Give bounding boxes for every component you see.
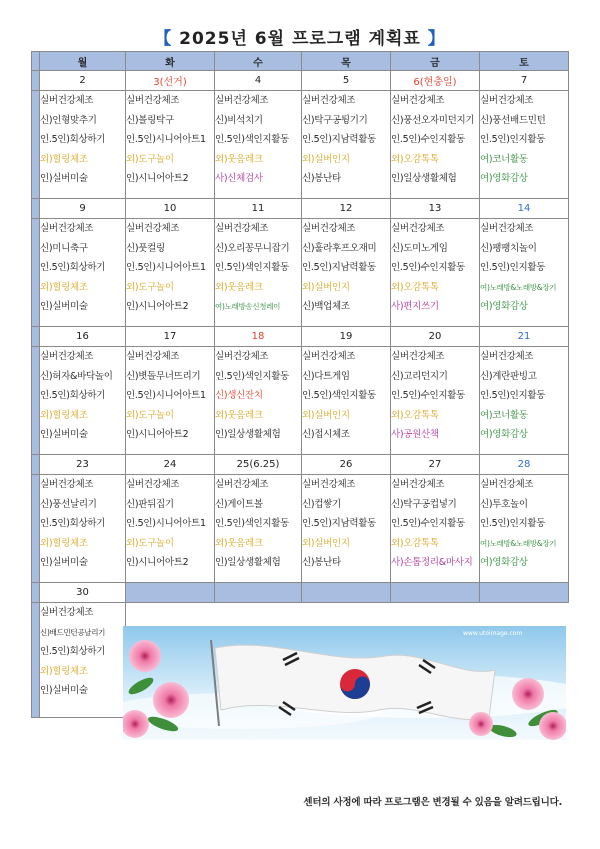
program-item: 외)힐링체조	[40, 153, 88, 165]
program-item: 인.5인)색인지활동	[215, 518, 290, 529]
date-cell: 3(선거)	[126, 71, 215, 91]
row-gutter	[32, 583, 40, 603]
program-item: 외)웃음레크	[215, 281, 263, 293]
day-program-cell	[215, 91, 302, 199]
program-item: 인.5인)수인지활동	[391, 262, 466, 273]
date-cell: 2	[40, 71, 126, 91]
program-item: 외)도구놀이	[126, 153, 174, 165]
program-item: 인.5인)수인지활동	[391, 518, 466, 529]
program-item: 실버건강체조	[391, 351, 445, 362]
program-item: 외)웃음레크	[215, 409, 263, 421]
program-item: 인.5인)시니어아트1	[126, 134, 206, 145]
row-gutter	[32, 347, 40, 455]
date-cell: 12	[302, 199, 391, 219]
day-header: 목	[302, 52, 391, 71]
day-program-cell	[126, 475, 215, 583]
program-item: 인.5인)인지활동	[480, 262, 546, 273]
day-program-cell	[40, 347, 126, 455]
program-item: 신)컵쌓기	[302, 498, 341, 510]
date-cell: 5	[302, 71, 391, 91]
program-item: 실버건강체조	[40, 95, 94, 106]
program-item: 인.5인)회상하기	[40, 134, 106, 145]
program-item: 인.5인)색인지활동	[302, 390, 377, 401]
program-item: 실버건강체조	[480, 95, 534, 106]
program-item: 인.5인)지남력활동	[302, 518, 377, 529]
day-program-cell	[215, 475, 302, 583]
page-title	[0, 24, 600, 49]
day-program-cell	[302, 475, 391, 583]
program-item: 여)영화감상	[480, 557, 528, 568]
program-item: 외)힐링체조	[40, 665, 88, 677]
date-cell: 27	[391, 455, 480, 475]
program-item: 인.5인)수인지활동	[391, 390, 466, 401]
date-cell: 18	[215, 327, 302, 347]
program-item: 신)도미노게임	[391, 242, 448, 254]
date-cell: 16	[40, 327, 126, 347]
date-cell: 17	[126, 327, 215, 347]
date-cell	[480, 583, 569, 603]
date-cell: 25(6.25)	[215, 455, 302, 475]
date-cell: 13	[391, 199, 480, 219]
program-item: 실버건강체조	[215, 351, 269, 362]
date-cell: 26	[302, 455, 391, 475]
program-item: 외)웃음레크	[215, 537, 263, 549]
day-program-cell	[480, 347, 569, 455]
date-cell	[215, 583, 302, 603]
program-item: 실버건강체조	[391, 223, 445, 234]
program-item: 실버건강체조	[126, 479, 180, 490]
row-gutter	[32, 219, 40, 327]
program-item: 여)코너활동	[480, 409, 528, 421]
program-item: 인.5인)회상하기	[40, 262, 106, 273]
program-item: 실버건강체조	[215, 223, 269, 234]
day-program-cell	[302, 91, 391, 199]
program-item: 실버건강체조	[126, 223, 180, 234]
day-program-cell	[391, 475, 480, 583]
program-item: 인.5인)색인지활동	[215, 134, 290, 145]
program-item: 실버건강체조	[391, 479, 445, 490]
program-item: 신)봉난타	[302, 557, 341, 568]
program-item: 실버건강체조	[215, 479, 269, 490]
program-item: 인.5인)회상하기	[40, 646, 106, 657]
program-item: 사)손톱정리&마사지	[391, 557, 473, 568]
program-item: 인.5인)시니어아트1	[126, 518, 206, 529]
program-item: 실버건강체조	[302, 223, 356, 234]
header-gutter	[32, 52, 40, 71]
program-item: 인)시니어아트2	[126, 557, 189, 568]
program-item: 외)오감톡톡	[391, 281, 439, 293]
day-program-cell	[126, 91, 215, 199]
title-bracket-open: 【	[154, 29, 173, 49]
row-gutter	[32, 327, 40, 347]
program-item: 인)일상생활체험	[215, 557, 281, 568]
date-cell: 14	[480, 199, 569, 219]
program-item: 신)백업체조	[302, 301, 350, 312]
program-item: 신)봉난타	[302, 173, 341, 184]
program-item: 인.5인)색인지활동	[215, 370, 290, 382]
program-item: 신)볼링탁구	[126, 114, 174, 126]
day-program-cell	[391, 219, 480, 327]
program-item: 인)일상생활체험	[391, 173, 457, 184]
row-gutter	[32, 199, 40, 219]
program-item: 인.5인)지남력활동	[302, 262, 377, 273]
program-item: 실버건강체조	[391, 95, 445, 106]
program-calendar	[31, 51, 569, 718]
program-item: 실버건강체조	[480, 351, 534, 362]
date-cell: 10	[126, 199, 215, 219]
program-item: 신)고리던지기	[391, 370, 448, 382]
day-program-cell	[391, 91, 480, 199]
program-item: 외)오감톡톡	[391, 409, 439, 421]
program-item: 신)게이트볼	[215, 498, 263, 510]
program-item: 여)노래방송신청레이	[215, 302, 281, 311]
program-item: 신)오리꽁무니잡기	[215, 242, 290, 254]
program-item: 신)접시체조	[302, 429, 350, 440]
program-item: 실버건강체조	[40, 223, 94, 234]
program-item: 인)실버미술	[40, 301, 88, 312]
program-item: 외)실버인지	[302, 153, 350, 165]
program-item: 외)실버인지	[302, 537, 350, 549]
program-item: 사)공원산책	[391, 429, 439, 440]
program-item: 실버건강체조	[480, 223, 534, 234]
row-gutter	[32, 455, 40, 475]
program-item: 여)영화감상	[480, 429, 528, 440]
row-gutter	[32, 71, 40, 91]
program-item: 사)편지쓰기	[391, 301, 439, 312]
program-item: 인)시니어아트2	[126, 429, 189, 440]
day-header: 월	[40, 52, 126, 71]
image-url-text: www.utoimage.com	[463, 630, 523, 637]
program-item: 여)노래방&노래방&장기	[480, 282, 557, 292]
program-item: 인)시니어아트2	[126, 173, 189, 184]
date-cell: 24	[126, 455, 215, 475]
program-item: 인.5인)회상하기	[40, 518, 106, 529]
date-cell	[302, 583, 391, 603]
program-item: 인)일상생활체험	[215, 429, 281, 440]
program-item: 신)배드민턴공날리기	[40, 627, 106, 637]
program-item: 외)도구놀이	[126, 537, 174, 549]
program-item: 외)오감톡톡	[391, 537, 439, 549]
program-item: 여)노래방&노래방&장기	[480, 538, 557, 548]
date-cell: 4	[215, 71, 302, 91]
day-program-cell	[40, 475, 126, 583]
day-program-cell	[40, 91, 126, 199]
title-bracket-close: 】	[427, 29, 446, 49]
day-program-cell	[480, 91, 569, 199]
program-item: 실버건강체조	[126, 95, 180, 106]
program-item: 여)영화감상	[480, 173, 528, 184]
program-item: 인.5인)시니어아트1	[126, 262, 206, 273]
program-item: 실버건강체조	[215, 95, 269, 106]
date-cell: 30	[40, 583, 126, 603]
date-cell: 28	[480, 455, 569, 475]
program-item: 실버건강체조	[302, 351, 356, 362]
date-cell: 9	[40, 199, 126, 219]
program-item: 인)실버미술	[40, 557, 88, 568]
date-cell: 19	[302, 327, 391, 347]
footer-notice: 센터의 사정에 따라 프로그램은 변경될 수 있음을 알려드립니다.	[303, 797, 562, 808]
row-gutter	[32, 475, 40, 583]
program-item: 인)실버미술	[40, 173, 88, 184]
program-item: 신)풍선배드민턴	[480, 114, 546, 126]
day-program-cell	[302, 219, 391, 327]
date-cell	[391, 583, 480, 603]
program-item: 외)힐링체조	[40, 281, 88, 293]
day-program-cell	[40, 603, 126, 718]
program-item: 신)풍선날리기	[40, 498, 97, 510]
program-item: 인.5인)인지활동	[480, 390, 546, 401]
program-item: 신)탁구공컵넣기	[391, 498, 457, 510]
day-program-cell	[215, 347, 302, 455]
korean-flag-flowers-image	[123, 626, 566, 740]
date-cell: 23	[40, 455, 126, 475]
program-item: 실버건강체조	[40, 479, 94, 490]
program-item: 외)실버인지	[302, 409, 350, 421]
program-item: 인.5인)시니어아트1	[126, 390, 206, 401]
day-program-cell	[40, 219, 126, 327]
program-item: 인.5인)색인지활동	[215, 262, 290, 273]
program-item: 인.5인)인지활동	[480, 518, 546, 529]
program-item: 외)웃음레크	[215, 153, 263, 165]
date-cell: 6(현충일)	[391, 71, 480, 91]
day-program-cell	[126, 347, 215, 455]
row-gutter	[32, 91, 40, 199]
day-header: 토	[480, 52, 569, 71]
date-cell: 21	[480, 327, 569, 347]
program-item: 인.5인)인지활동	[480, 134, 546, 145]
date-cell: 20	[391, 327, 480, 347]
program-item: 신)계란판빙고	[480, 370, 537, 382]
day-program-cell	[391, 347, 480, 455]
program-item: 실버건강체조	[40, 607, 94, 618]
program-item: 실버건강체조	[40, 351, 94, 362]
day-program-cell	[480, 219, 569, 327]
program-item: 신)탁구공튕기기	[302, 114, 368, 126]
program-item: 신)풍선오자미던지기	[391, 114, 475, 126]
program-item: 신)허자&바닥놀이	[40, 370, 113, 382]
program-item: 외)도구놀이	[126, 281, 174, 293]
program-item: 외)힐링체조	[40, 409, 88, 421]
day-header: 수	[215, 52, 302, 71]
date-cell: 7	[480, 71, 569, 91]
program-item: 인)실버미술	[40, 685, 88, 696]
day-program-cell	[215, 219, 302, 327]
program-item: 여)영화감상	[480, 301, 528, 312]
day-program-cell	[126, 219, 215, 327]
day-header: 화	[126, 52, 215, 71]
program-item: 인.5인)지남력활동	[302, 134, 377, 145]
program-item: 여)코너활동	[480, 153, 528, 165]
program-item: 신)판뒤집기	[126, 498, 174, 510]
program-item: 인.5인)회상하기	[40, 390, 106, 401]
program-item: 외)오감톡톡	[391, 153, 439, 165]
program-item: 인)시니어아트2	[126, 301, 189, 312]
program-item: 신)다트게임	[302, 370, 350, 382]
day-program-cell	[302, 347, 391, 455]
program-item: 실버건강체조	[126, 351, 180, 362]
program-item: 신)훌라후프오재미	[302, 242, 377, 254]
date-cell: 11	[215, 199, 302, 219]
program-item: 외)실버인지	[302, 281, 350, 293]
program-item: 외)힐링체조	[40, 537, 88, 549]
program-item: 실버건강체조	[480, 479, 534, 490]
program-item: 신)비석치기	[215, 114, 263, 126]
program-item: 신)팽팽치놀이	[480, 242, 537, 254]
program-item: 신)투호놀이	[480, 498, 528, 510]
program-item: 인)실버미술	[40, 429, 88, 440]
row-gutter	[32, 603, 40, 718]
day-header: 금	[391, 52, 480, 71]
program-item: 신)인형맞추기	[40, 114, 97, 126]
program-item: 신)미니축구	[40, 242, 88, 254]
program-item: 실버건강체조	[302, 479, 356, 490]
program-item: 인.5인)수인지활동	[391, 134, 466, 145]
date-cell	[126, 583, 215, 603]
day-program-cell	[480, 475, 569, 583]
title-text: 2025년 6월 프로그램 계획표	[179, 29, 421, 49]
program-item: 신)생신잔치	[215, 390, 263, 401]
program-item: 실버건강체조	[302, 95, 356, 106]
program-item: 외)도구놀이	[126, 409, 174, 421]
program-item: 신)풋컬링	[126, 242, 165, 254]
program-item: 신)볏돌무너뜨리기	[126, 370, 201, 382]
program-item: 사)신체검사	[215, 173, 263, 184]
